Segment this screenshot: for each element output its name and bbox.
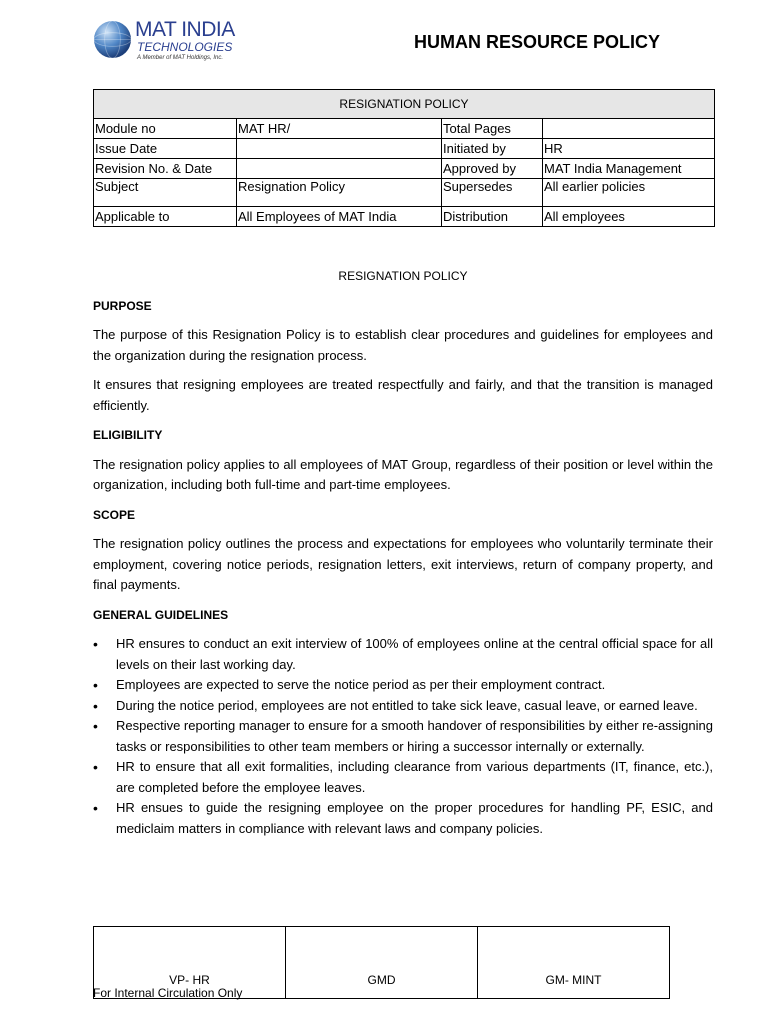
footer-note: For Internal Circulation Only — [93, 986, 243, 1000]
table-row — [94, 207, 715, 227]
module-no-value: MAT HR/ — [237, 119, 442, 139]
initiated-by-label: Initiated by — [442, 139, 543, 159]
issue-date-value — [237, 139, 442, 159]
total-pages-label: Total Pages — [442, 119, 543, 139]
subject-label: Subject — [94, 179, 237, 207]
revision-label: Revision No. & Date — [94, 159, 237, 179]
list-item: • Respective reporting manager to ensure for a smooth handover of responsibilities by either re-assigning tasks or responsibilities to other team members or hiring a successor internally or externally. — [93, 716, 713, 757]
applicable-to-label: Applicable to — [94, 207, 237, 227]
table-header-row — [94, 90, 715, 119]
logo-tagline: A Member of MAT Holdings, Inc. — [137, 55, 224, 61]
document-title: HUMAN RESOURCE POLICY — [414, 32, 661, 52]
guidelines-heading: GENERAL GUIDELINES — [93, 607, 229, 622]
table-row — [94, 159, 715, 179]
purpose-paragraph: It ensures that resigning employees are treated respectfully and fairly, and that the transition is managed efficiently. — [93, 377, 713, 413]
policy-title: RESIGNATION POLICY — [338, 269, 468, 283]
list-item: • HR to ensure that all exit formalities, including clearance from various departments (IT, finance, etc.), are completed before the employee leaves. — [93, 757, 713, 798]
distribution-label: Distribution — [442, 207, 543, 227]
list-item: • Employees are expected to serve the notice period as per their employment contract. — [93, 675, 713, 696]
list-item: • During the notice period, employees are not entitled to take sick leave, casual leave, or earned leave. — [93, 696, 713, 717]
signature-vp-hr: VP- HR — [94, 927, 286, 999]
table-row — [94, 139, 715, 159]
applicable-to-value: All Employees of MAT India — [237, 207, 442, 227]
distribution-value: All employees — [543, 207, 715, 227]
total-pages-value — [543, 119, 715, 139]
signature-gmd: GMD — [286, 927, 478, 999]
module-no-label: Module no — [94, 119, 237, 139]
list-item: • HR ensures to conduct an exit interview of 100% of employees online at the central official space for all levels on their last working day. — [93, 634, 713, 675]
table-row — [94, 179, 715, 207]
supersedes-label: Supersedes — [442, 179, 543, 207]
logo-name: MAT INDIA — [135, 18, 235, 41]
guidelines-list — [93, 634, 713, 839]
list-item: • HR ensues to guide the resigning employee on the proper procedures for handling PF, ESIC, and mediclaim matters in compliance with relevant laws and company policies. — [93, 798, 713, 839]
table-row — [94, 119, 715, 139]
eligibility-heading: ELIGIBILITY — [93, 428, 163, 442]
scope-paragraph: The resignation policy outlines the process and expectations for employees who voluntarily terminate their employment, covering notice periods, resignation letters, exit interviews, return of company property, and final payments. — [93, 536, 713, 592]
table-heading: RESIGNATION POLICY — [94, 90, 715, 119]
policy-meta-table — [93, 89, 715, 227]
globe-icon — [93, 20, 132, 59]
subject-value: Resignation Policy — [237, 179, 442, 207]
signature-gm-mint: GM- MINT — [478, 927, 670, 999]
scope-heading: SCOPE — [93, 507, 136, 522]
revision-value — [237, 159, 442, 179]
supersedes-value: All earlier policies — [543, 179, 715, 207]
purpose-paragraph: The purpose of this Resignation Policy is to establish clear procedures and guidelines for employees and the organization during the resignation process. — [93, 327, 713, 363]
logo-subtitle: TECHNOLOGIES — [137, 40, 233, 54]
company-logo — [93, 18, 263, 66]
eligibility-paragraph: The resignation policy applies to all employees of MAT Group, regardless of their position or level within the organization, including both full-time and part-time employees. — [93, 456, 713, 492]
policy-body — [93, 266, 713, 839]
purpose-heading: PURPOSE — [93, 298, 152, 313]
approved-by-label: Approved by — [442, 159, 543, 179]
initiated-by-value: HR — [543, 139, 715, 159]
issue-date-label: Issue Date — [94, 139, 237, 159]
approved-by-value: MAT India Management — [543, 159, 715, 179]
